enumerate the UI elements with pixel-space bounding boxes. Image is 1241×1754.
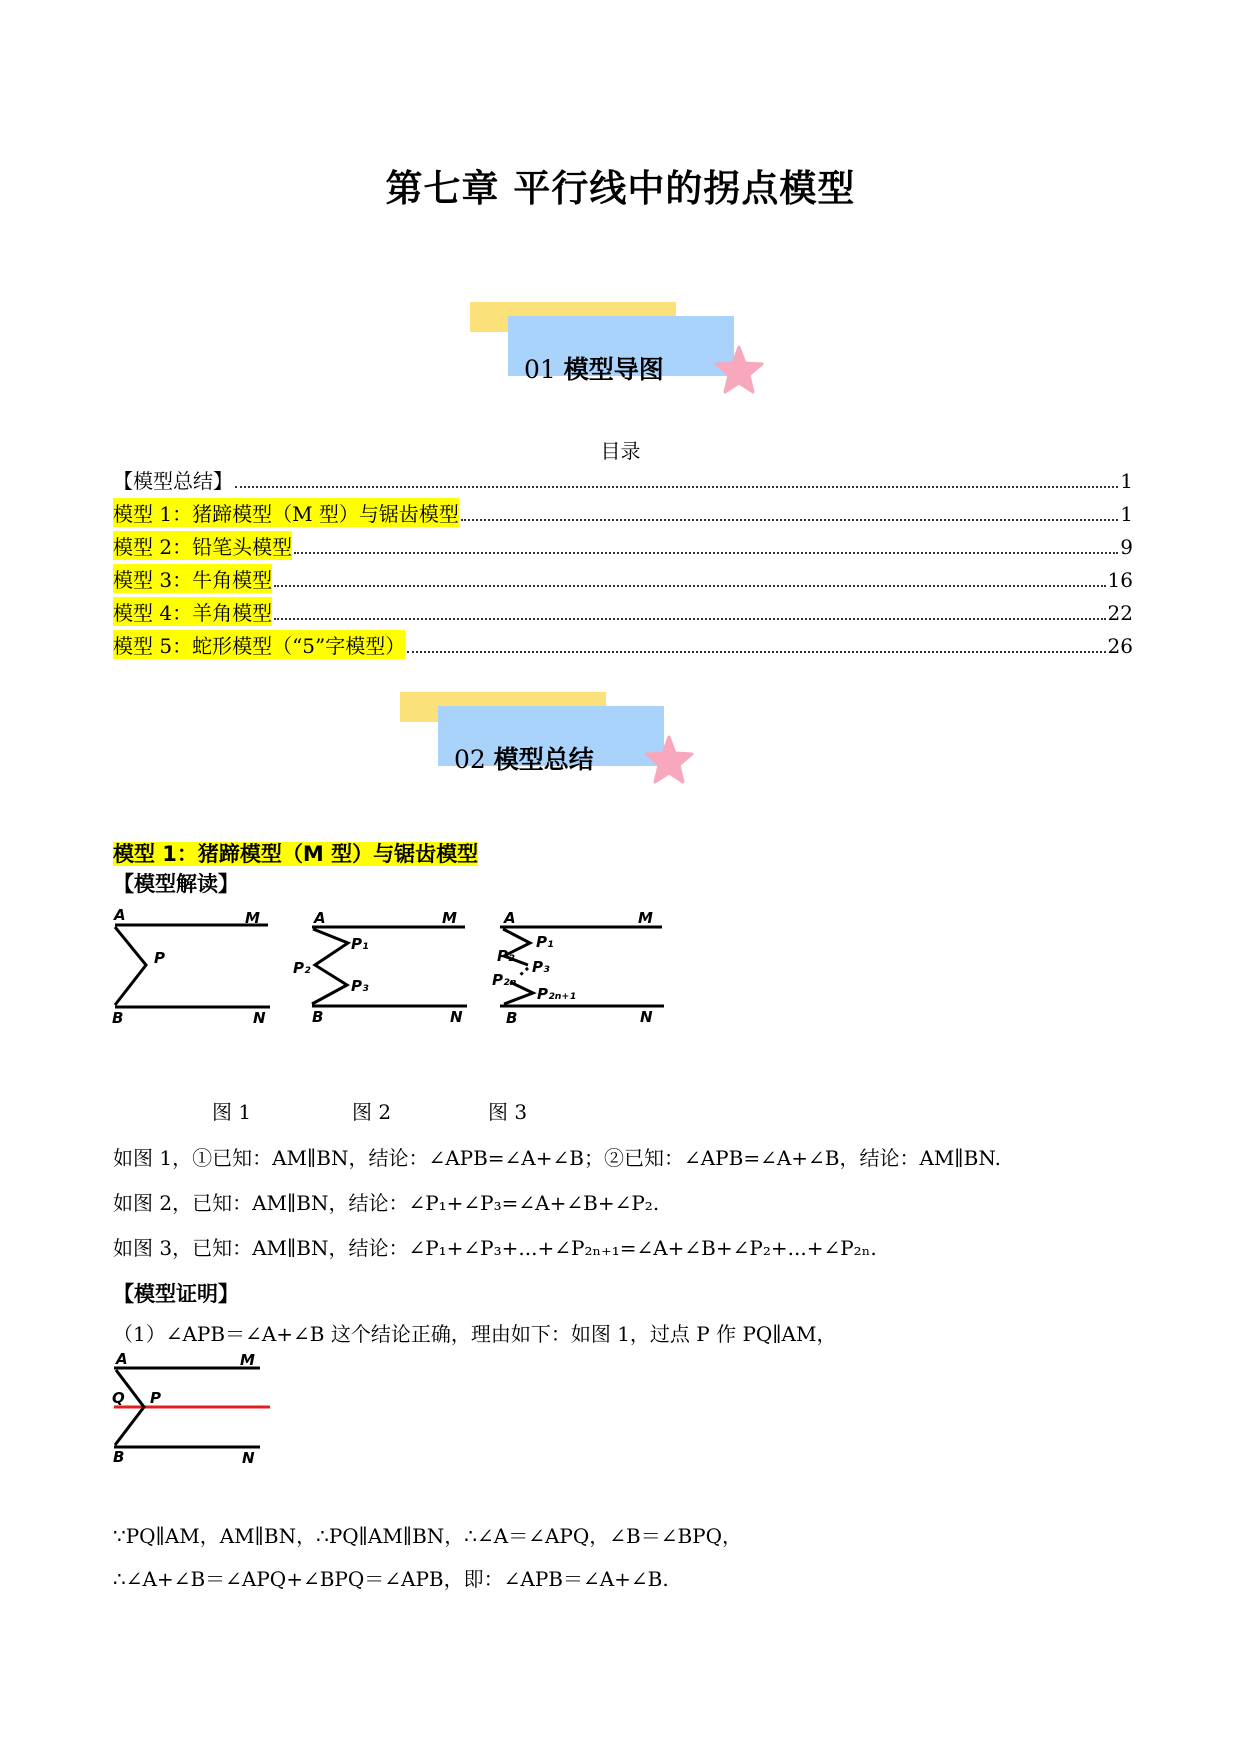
label-N: N [242,1449,255,1467]
label-P3: P₃ [351,977,369,995]
label-N: N [450,1008,463,1026]
figure-2 [293,909,467,1026]
label-P2n: P₂ₙ [492,971,517,989]
toc-item[interactable] [113,498,1133,531]
label-M: M [240,1351,255,1369]
toc-item-label: 模型 4：羊角模型 [113,597,272,626]
proof-line-2: ∴∠A+∠B＝∠APQ+∠BPQ＝∠APB，即：∠APB＝∠A+∠B. [113,1567,669,1591]
label-P: P [154,949,165,967]
toc-item-page: 22 [1107,601,1133,625]
proof-label: 【模型证明】 [113,1282,239,1306]
toc-item[interactable] [113,564,1133,597]
toc-leader [294,552,1118,554]
figure-caption-3: 图 3 [488,1100,528,1124]
toc-leader [461,519,1118,521]
toc-heading: 目录 [600,439,641,463]
star-icon [713,344,765,396]
label-A: A [504,909,516,927]
label-M: M [638,909,653,927]
label-P: P [150,1389,161,1407]
toc-item-label: 模型 2：铅笔头模型 [113,531,292,560]
figures-row [100,905,700,1035]
banner-number: 01 [524,355,556,384]
section-heading [113,838,478,868]
figure-1 [112,906,270,1027]
conclusion-line-1: 如图 1，①已知：AM∥BN，结论：∠APB=∠A+∠B；②已知：∠APB=∠A+∠B，结论：AM∥BN. [113,1146,1001,1170]
label-P2n1: P₂ₙ₊₁ [537,985,576,1003]
label-P1: P₁ [351,935,369,953]
label-M: M [245,909,260,927]
label-P2: P₂ [497,947,515,965]
toc-item-page: 1 [1120,469,1133,493]
toc-item[interactable] [113,597,1133,630]
page-title: 第七章 平行线中的拐点模型 [385,167,856,210]
banner-text [524,350,664,386]
figure-caption-2: 图 2 [352,1100,392,1124]
label-N: N [640,1008,653,1026]
label-Q: Q [112,1389,125,1407]
label-B: B [112,1009,124,1027]
banner-label: 模型导图 [563,355,664,384]
label-A: A [116,1350,128,1368]
star-icon [643,734,695,786]
toc-leader [235,486,1118,488]
figure-caption-1: 图 1 [212,1100,252,1124]
label-P1: P₁ [536,933,554,951]
interpret-label: 【模型解读】 [113,872,239,896]
toc-item[interactable] [113,531,1133,564]
toc-leader [274,585,1105,587]
label-M: M [442,909,457,927]
proof-figure [100,1350,280,1470]
banner-label: 模型总结 [493,745,594,774]
banner-02 [400,692,700,782]
toc-item-label: 模型 1：猪蹄模型（M 型）与锯齿模型 [113,498,459,527]
toc-leader [407,651,1105,653]
toc-item-page: 16 [1107,568,1133,592]
toc-item-label: 【模型总结】 [113,469,233,493]
figure-3 [492,909,664,1027]
table-of-contents [113,465,1133,663]
label-A: A [314,909,326,927]
label-B: B [312,1008,324,1026]
conclusion-line-3: 如图 3，已知：AM∥BN，结论：∠P₁+∠P₃+...+∠P₂ₙ₊₁=∠A+∠B+∠P₂+...+∠P₂ₙ. [113,1236,877,1260]
label-P2: P₂ [293,959,311,977]
label-B: B [113,1448,125,1466]
toc-item-page: 1 [1120,502,1133,526]
label-A: A [114,906,126,924]
label-P3: P₃ [532,958,550,976]
toc-item-page: 26 [1107,634,1133,658]
toc-item-label: 模型 5：蛇形模型（“5”字模型） [113,630,405,659]
toc-item[interactable] [113,465,1133,498]
label-B: B [506,1009,518,1027]
banner-number: 02 [454,745,486,774]
toc-item-label: 模型 3：牛角模型 [113,564,272,593]
banner-text [454,740,594,776]
banner-01 [470,302,770,392]
toc-item[interactable] [113,630,1133,663]
label-N: N [253,1009,266,1027]
conclusion-line-2: 如图 2，已知：AM∥BN，结论：∠P₁+∠P₃=∠A+∠B+∠P₂. [113,1191,660,1215]
toc-leader [274,618,1105,620]
proof-line-1: ∵PQ∥AM，AM∥BN，∴PQ∥AM∥BN，∴∠A＝∠APQ，∠B＝∠BPQ， [113,1524,743,1548]
section-heading-text: 模型 1：猪蹄模型（M 型）与锯齿模型 [113,842,479,866]
proof-intro: （1）∠APB＝∠A+∠B 这个结论正确，理由如下：如图 1，过点 P 作 PQ∥AM， [113,1322,837,1346]
toc-item-page: 9 [1120,535,1133,559]
